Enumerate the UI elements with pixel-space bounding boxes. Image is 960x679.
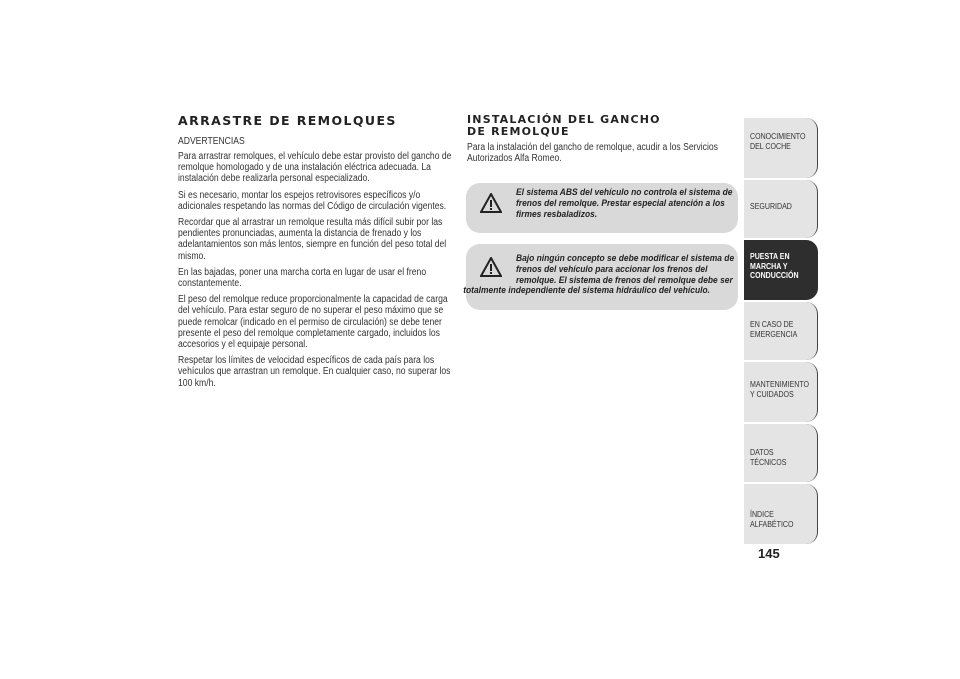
- warning-box-abs: [466, 183, 738, 233]
- warning-box-brakes: [463, 244, 738, 310]
- section-title-line-1: INSTALACIÓN DEL GANCHO: [467, 113, 661, 126]
- tab-mantenimiento[interactable]: [744, 362, 818, 422]
- tab-label: SEGURIDAD: [750, 201, 792, 211]
- tab-puesta-en-marcha[interactable]: [744, 240, 818, 300]
- paragraph: Si es necesario, montar los espejos retrovisores específicos y/o adicionales respetando las normas del Código de circulación vigentes.: [178, 189, 447, 212]
- warning-triangle-icon: [480, 193, 502, 213]
- tab-indice-alfabetico[interactable]: [744, 484, 818, 544]
- tab-label: ÍNDICE ALFABÉTICO: [750, 509, 794, 529]
- section-title-line-2: DE REMOLQUE: [467, 124, 570, 138]
- tab-en-caso-de-emergencia[interactable]: [744, 302, 818, 360]
- page-number: 145: [758, 546, 780, 561]
- paragraph: Para arrastrar remolques, el vehículo debe estar provisto del gancho de remolque homologado y de una instalación eléctrica adecuada. La instalación debe realizarla personal especializado.: [178, 151, 452, 185]
- section-subtitle: ADVERTENCIAS: [178, 136, 245, 147]
- paragraph: Recordar que al arrastrar un remolque resulta más difícil subir por las pendientes pronunciadas, aumenta la distancia de frenado y los adelantamientos son más lentos, siempre en función del peso total del mismo.: [178, 217, 447, 262]
- warning-text-last-line: totalmente independiente del sistema hidráulico del vehículo.: [463, 285, 710, 297]
- right-column: [467, 114, 739, 169]
- tab-label: MANTENIMIENTO Y CUIDADOS: [750, 379, 809, 399]
- tab-label: CONOCIMIENTO DEL COCHE: [750, 131, 806, 151]
- intro-paragraph: Para la instalación del gancho de remolque, acudir a los Servicios Autorizados Alfa Romeo.: [467, 142, 718, 165]
- tab-seguridad[interactable]: [744, 180, 818, 238]
- warning-triangle-icon: [480, 257, 502, 277]
- tab-conocimiento-del-coche[interactable]: [744, 118, 818, 178]
- paragraph: En las bajadas, poner una marcha corta en lugar de usar el freno constantemente.: [178, 266, 427, 290]
- tab-label: DATOS TÉCNICOS: [750, 447, 787, 467]
- paragraph: Respetar los límites de velocidad específicos de cada país para los vehículos que arrastran un remolque. En cualquier caso, no superar los 100 km/h.: [178, 355, 451, 389]
- warning-text-main: Bajo ningún concepto se debe modificar el sistema de frenos del vehículo para accionar los frenos del remolque. El sistema de frenos del remolque debe ser: [516, 253, 735, 286]
- tab-label: PUESTA EN MARCHA Y CONDUCCIÓN: [750, 251, 799, 281]
- tab-label: EN CASO DE EMERGENCIA: [750, 319, 798, 339]
- tab-datos-tecnicos[interactable]: [744, 424, 818, 482]
- left-column: [178, 114, 460, 394]
- section-title: ARRASTRE DE REMOLQUES: [178, 113, 397, 128]
- paragraph: El peso del remolque reduce proporcionalmente la capacidad de carga del vehículo. Para estar seguro de no superar el peso máximo que se puede remolcar (indicado en el permiso de circulación) se debe tener presente el peso del remolque completamente cargado, incluidos los accesorios y el equipaje personal.: [178, 294, 448, 351]
- warning-text: El sistema ABS del vehículo no controla el sistema de frenos del remolque. Prestar especial atención a los firmes resbaladizos.: [516, 187, 733, 220]
- warning-text: [463, 253, 736, 297]
